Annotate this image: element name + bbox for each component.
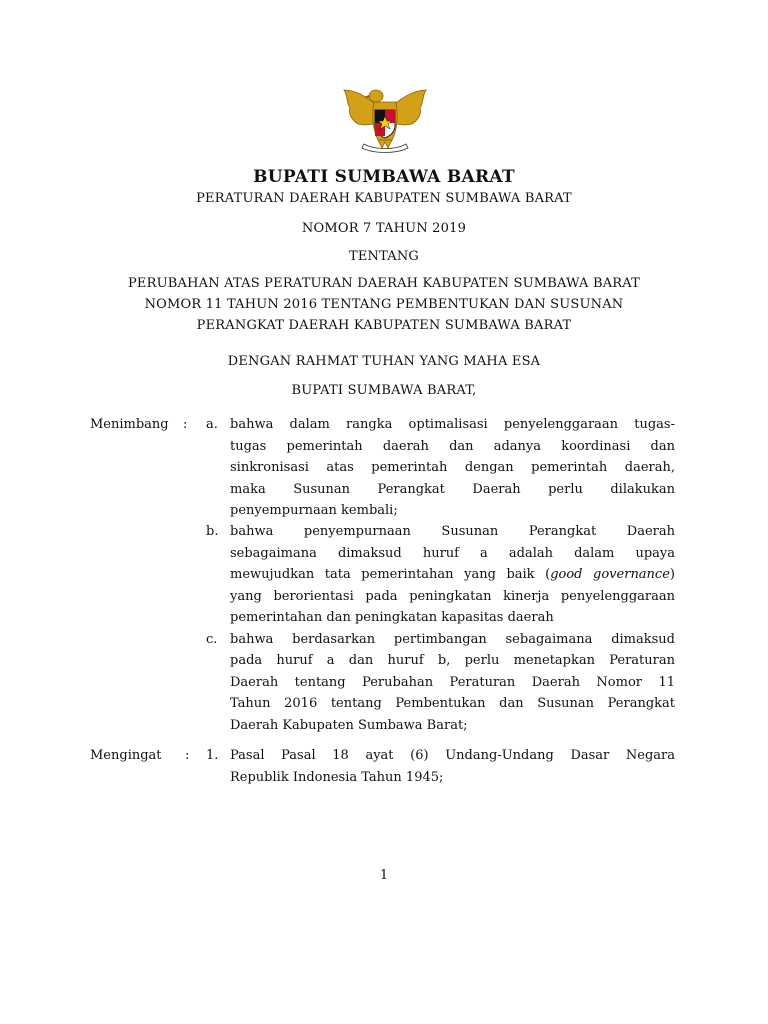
- clause-line: mewujudkan tata pemerintahan yang baik (good governance): [230, 567, 675, 582]
- blessing-line: DENGAN RAHMAT TUHAN YANG MAHA ESA: [227, 354, 541, 369]
- menimbang-label: Menimbang: [90, 417, 169, 432]
- clause-line: bahwa penyempurnaan Susunan Perangkat Daerah: [230, 524, 675, 539]
- document-title: BUPATI SUMBAWA BARAT: [253, 167, 515, 187]
- authority-line: BUPATI SUMBAWA BARAT,: [291, 383, 477, 398]
- italic-term: good governance: [550, 567, 670, 582]
- mengingat-colon: :: [185, 748, 190, 763]
- item-marker: b.: [206, 524, 219, 539]
- clause-line: Daerah tentang Perubahan Peraturan Daerah Nomor 11: [230, 675, 675, 690]
- clause-line: Daerah Kabupaten Sumbawa Barat;: [230, 718, 468, 733]
- clause-line: sinkronisasi atas pemerintah dengan pemerintah daerah,: [230, 460, 675, 475]
- clause-line: sebagaimana dimaksud huruf a adalah dalam upaya: [230, 546, 675, 561]
- regulation-type: PERATURAN DAERAH KABUPATEN SUMBAWA BARAT: [196, 191, 572, 206]
- clause-line: penyempurnaan kembali;: [230, 503, 398, 518]
- clause-line: pemerintahan dan peningkatan kapasitas daerah: [230, 610, 554, 625]
- item-marker: 1.: [206, 748, 219, 763]
- clause-line: yang berorientasi pada peningkatan kinerja penyelenggaraan: [230, 589, 675, 604]
- topic-line: PERANGKAT DAERAH KABUPATEN SUMBAWA BARAT: [196, 318, 572, 333]
- clause-line: bahwa dalam rangka optimalisasi penyelenggaraan tugas-: [230, 417, 675, 432]
- clause-line: maka Susunan Perangkat Daerah perlu dilakukan: [230, 482, 675, 497]
- regulation-number: NOMOR 7 TAHUN 2019: [301, 221, 467, 236]
- garuda-emblem: [338, 82, 432, 154]
- mengingat-label: Mengingat: [90, 748, 162, 763]
- clause-line: tugas pemerintah daerah dan adanya koordinasi dan: [230, 439, 675, 454]
- clause-line: Republik Indonesia Tahun 1945;: [230, 770, 444, 785]
- page-number: 1: [379, 868, 389, 883]
- topic-line: PERUBAHAN ATAS PERATURAN DAERAH KABUPATEN SUMBAWA BARAT: [127, 276, 641, 291]
- clause-line: Pasal Pasal 18 ayat (6) Undang-Undang Dasar Negara: [230, 748, 675, 763]
- clause-line: bahwa berdasarkan pertimbangan sebagaimana dimaksud: [230, 632, 675, 647]
- about-heading: TENTANG: [348, 249, 420, 264]
- clause-line: Tahun 2016 tentang Pembentukan dan Susunan Perangkat: [230, 696, 675, 711]
- item-marker: c.: [206, 632, 218, 647]
- topic-line: NOMOR 11 TAHUN 2016 TENTANG PEMBENTUKAN DAN SUSUNAN: [144, 297, 624, 312]
- item-marker: a.: [206, 417, 218, 432]
- menimbang-colon: :: [183, 417, 188, 432]
- clause-line: pada huruf a dan huruf b, perlu menetapkan Peraturan: [230, 653, 675, 668]
